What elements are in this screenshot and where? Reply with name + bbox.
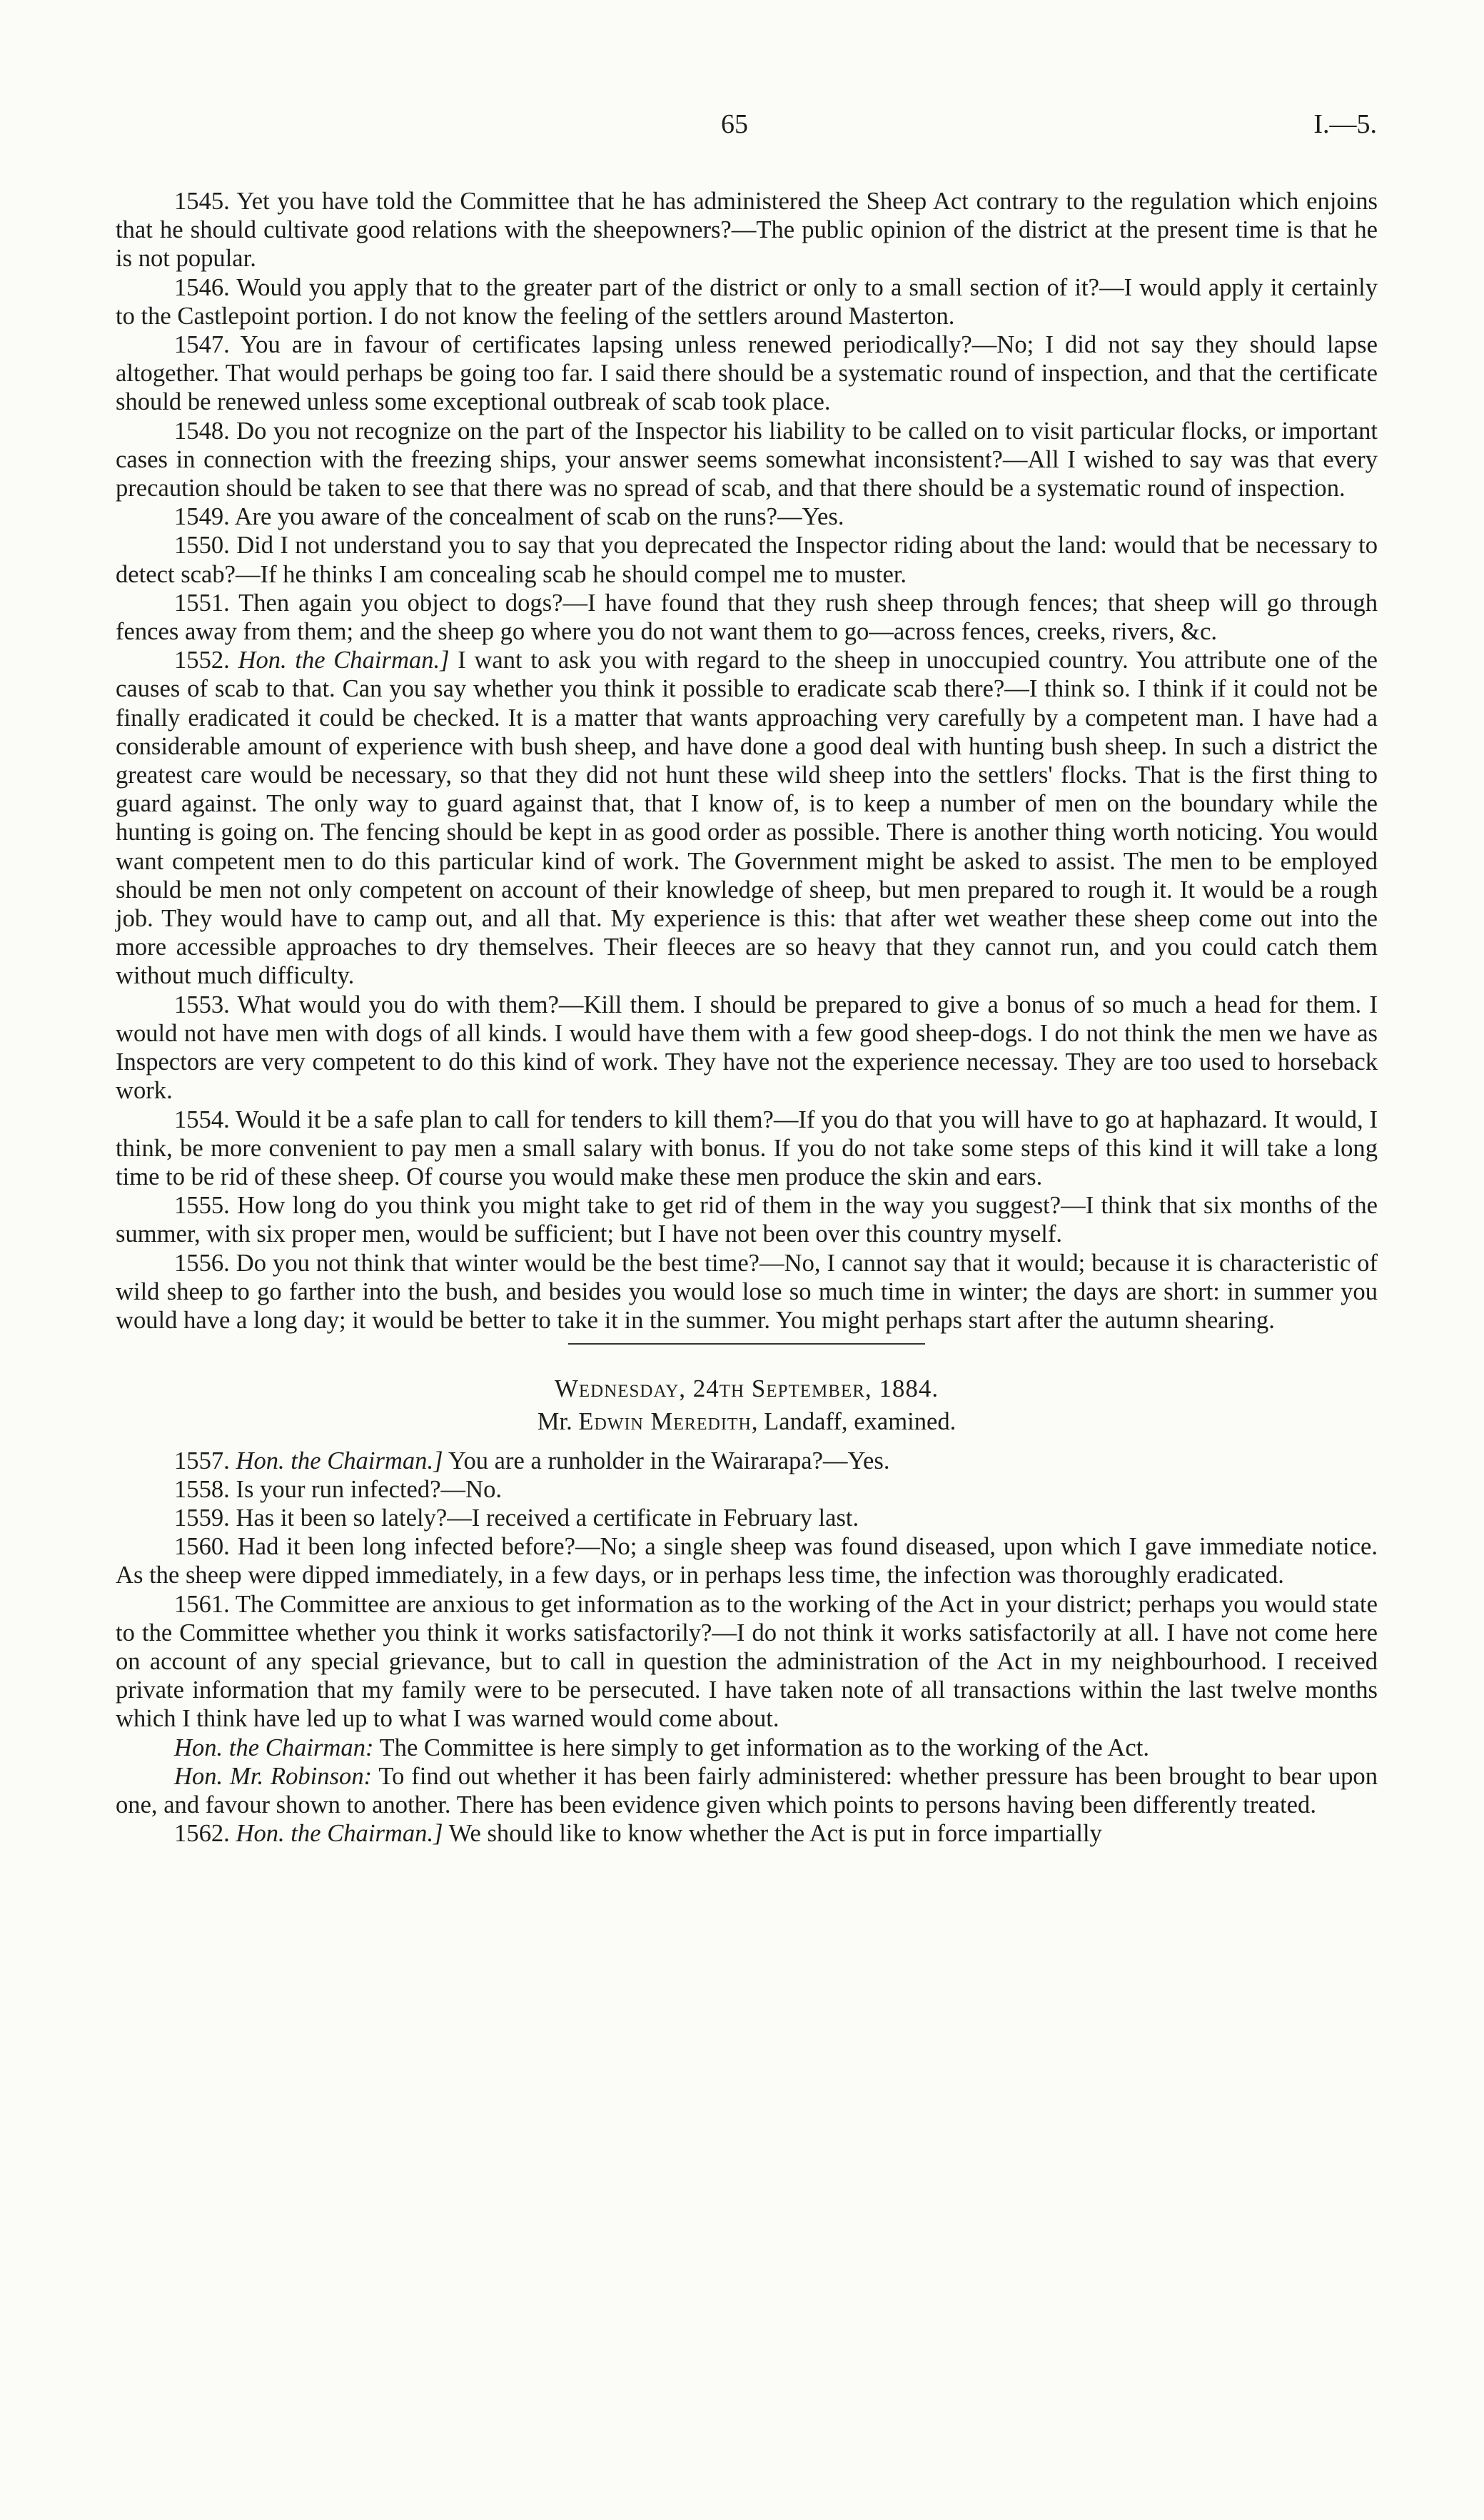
speaker-label: Hon. the Chairman:	[174, 1734, 374, 1761]
question-paragraph	[116, 1105, 1378, 1192]
question-paragraph	[116, 1191, 1378, 1248]
question-number: 1553.	[174, 991, 230, 1018]
question-paragraph	[116, 991, 1378, 1105]
speaker-label: Hon. the Chairman.]	[238, 647, 450, 674]
question-number: 1549.	[174, 503, 230, 531]
question-paragraph	[116, 1819, 1378, 1848]
question-number: 1561.	[174, 1590, 230, 1618]
paragraph-text: Do you not think that winter would be the best time?—No, I cannot say that it would; because it is characteristic of wild sheep to go farther into the bush, and besides you would lose so much time in winter; the days are short: in summer you would have a long day; it would be better to take it in the summer. You might perhaps start after the autumn shearing.	[116, 1249, 1378, 1334]
paragraph-text: Yet you have told the Committee that he has administered the Sheep Act contrary to the regulation which enjoins that he should cultivate good relations with the sheepowners?—The public opinion of the district at the present time is that he is not popular.	[116, 188, 1378, 273]
question-paragraph	[116, 1504, 1378, 1532]
question-paragraph	[116, 1590, 1378, 1734]
paragraph-text: Are you aware of the concealment of scab on the runs?—Yes.	[234, 503, 844, 531]
question-paragraph	[116, 1734, 1378, 1762]
witness-heading	[116, 1407, 1378, 1436]
question-paragraph	[116, 1762, 1378, 1819]
paragraph-text: Had it been long infected before?—No; a single sheep was found diseased, upon which I gave immediate notice. As the sheep were dipped immediately, in a few days, or in perhaps less time, the infection was thoroughly eradicated.	[116, 1533, 1378, 1589]
paragraph-text: Did I not understand you to say that you deprecated the Inspector riding about the land: would that be necessary to detect scab?—If he thinks I am concealing scab he should compel me to muster.	[116, 532, 1378, 588]
question-number: 1548.	[174, 417, 230, 445]
question-paragraph	[116, 1532, 1378, 1589]
question-number: 1557.	[174, 1447, 230, 1474]
speaker-label: Hon. Mr. Robinson:	[174, 1762, 373, 1790]
question-paragraph	[116, 187, 1378, 273]
date-heading: Wednesday, 24th September, 1884.	[554, 1375, 939, 1403]
paragraph-text: Has it been so lately?—I received a certificate in February last.	[236, 1504, 859, 1532]
paragraph-text: Would you apply that to the greater part of the district or only to a small section of it?—I would apply it certainly to the Castlepoint portion. I do not know the feeling of the settlers around Masterton.	[116, 273, 1378, 330]
paragraph-text: You are in favour of certificates lapsing unless renewed periodically?—No; I did not say they should lapse altogether. That would perhaps be going too far. I said there should be a systematic round of inspection, and that the certificate should be renewed unless some exceptional outbreak of scab took place.	[116, 331, 1378, 416]
question-number: 1562.	[174, 1820, 230, 1848]
paragraph-text: I want to ask you with regard to the sheep in unoccupied country. You attribute one of the causes of scab to that. Can you say whether you think it possible to eradicate scab there?—I think so. I think if it could not be finally eradicated it could be checked. It is a matter that wants approaching very carefully by a competent man. I have had a considerable amount of experience with bush sheep, and have done a good deal with hunting bush sheep. In such a district the greatest care would be necessary, so that they did not hunt these wild sheep into the settlers' flocks. That is the first thing to guard against. The only way to guard against that, that I know of, is to keep a number of men on the boundary while the hunting is going on. The fencing should be kept in as good order as possible. There is another thing worth noticing. You would want competent men to do this particular kind of work. The Government might be asked to assist. The men to be employed should be men not only competent on account of their knowledge of sheep, but men prepared to rough it. It would be a rough job. They would have to camp out, and all that. My experience is this: that after wet weather these sheep come out into the more accessible approaches to dry themselves. Their fleeces are so heavy that they cannot run, and you could catch them without much difficulty.	[116, 647, 1378, 990]
paragraph-text: How long do you think you might take to get rid of them in the way you suggest?—I think that six months of the summer, with six proper men, would be sufficient; but I have not been over this country myself.	[116, 1192, 1378, 1248]
witness-suffix: , Landaff, examined.	[751, 1408, 956, 1436]
question-number: 1551.	[174, 589, 230, 617]
document-reference: I.—5.	[1313, 109, 1377, 139]
question-paragraph	[116, 502, 1378, 531]
paragraph-text: Do you not recognize on the part of the Inspector his liability to be called on to visit particular flocks, or important cases in connection with the freezing ships, your answer seems somewhat inconsistent?—All I wished to say was that every precaution should be taken to see that there was no spread of scab, and that there should be a systematic round of inspection.	[116, 417, 1378, 502]
section-divider	[568, 1343, 925, 1345]
page-number: 65	[721, 109, 748, 139]
paragraph-text: You are a runholder in the Wairarapa?—Yes.	[448, 1447, 890, 1474]
question-number: 1559.	[174, 1504, 230, 1532]
question-paragraph	[116, 1447, 1378, 1475]
page-header	[0, 108, 1484, 151]
paragraph-text: Is your run infected?—No.	[236, 1475, 503, 1503]
paragraph-text: We should like to know whether the Act is put in force impartially	[448, 1820, 1102, 1848]
question-number: 1555.	[174, 1192, 230, 1220]
witness-prefix: Mr.	[537, 1408, 572, 1436]
paragraph-text: The Committee are anxious to get information as to the working of the Act in your district; perhaps you would state to the Committee whether you think it works satisfactorily?—I do not think it works satisfactorily at all. I have not come here on account of any special grievance, but to call in question the administration of the Act in my neighbourhood. I received private information that my family were to be persecuted. I have taken note of all transactions within the last twelve months which I think have led up to what I was warned would come about.	[116, 1590, 1378, 1733]
witness-name: Edwin Meredith	[578, 1408, 752, 1436]
question-paragraph	[116, 646, 1378, 990]
question-paragraph	[116, 1249, 1378, 1335]
evidence-section-first	[116, 187, 1378, 1335]
question-paragraph	[116, 1475, 1378, 1504]
question-number: 1550.	[174, 532, 230, 560]
question-paragraph	[116, 531, 1378, 588]
question-number: 1554.	[174, 1105, 230, 1133]
question-number: 1545.	[174, 188, 230, 215]
question-number: 1560.	[174, 1533, 230, 1561]
speaker-label: Hon. the Chairman.]	[236, 1447, 443, 1474]
question-number: 1558.	[174, 1475, 230, 1503]
question-paragraph	[116, 273, 1378, 330]
question-paragraph	[116, 417, 1378, 503]
question-paragraph	[116, 330, 1378, 417]
paragraph-text: The Committee is here simply to get information as to the working of the Act.	[379, 1734, 1149, 1761]
question-number: 1547.	[174, 331, 230, 359]
question-number: 1546.	[174, 273, 230, 301]
evidence-section-second	[116, 1447, 1378, 1848]
question-number: 1552.	[174, 647, 230, 674]
document-body	[116, 187, 1378, 1848]
speaker-label: Hon. the Chairman.]	[236, 1820, 443, 1848]
question-paragraph	[116, 589, 1378, 646]
paragraph-text: What would you do with them?—Kill them. I should be prepared to give a bonus of so much a head for them. I would not have men with dogs of all kinds. I would have them with a few good sheep-dogs. I do not think the men we have as Inspectors are very competent to do this kind of work. They have not the experience necessay. They are too used to horseback work.	[116, 991, 1378, 1105]
paragraph-text: To find out whether it has been fairly administered: whether pressure has been brought to bear upon one, and favour shown to another. There has been evidence given which points to persons having been differently treated.	[116, 1762, 1378, 1818]
question-number: 1556.	[174, 1249, 230, 1277]
paragraph-text: Then again you object to dogs?—I have found that they rush sheep through fences; that sheep will go through fences away from them; and the sheep go where you do not want them to go—across fences, creeks, rivers, &c.	[116, 589, 1378, 646]
paragraph-text: Would it be a safe plan to call for tenders to kill them?—If you do that you will have to go at haphazard. It would, I think, be more convenient to pay men a small salary with bonus. If you do not take some steps of this kind it will take a long time to be rid of these sheep. Of course you would make these men produce the skin and ears.	[116, 1105, 1378, 1190]
